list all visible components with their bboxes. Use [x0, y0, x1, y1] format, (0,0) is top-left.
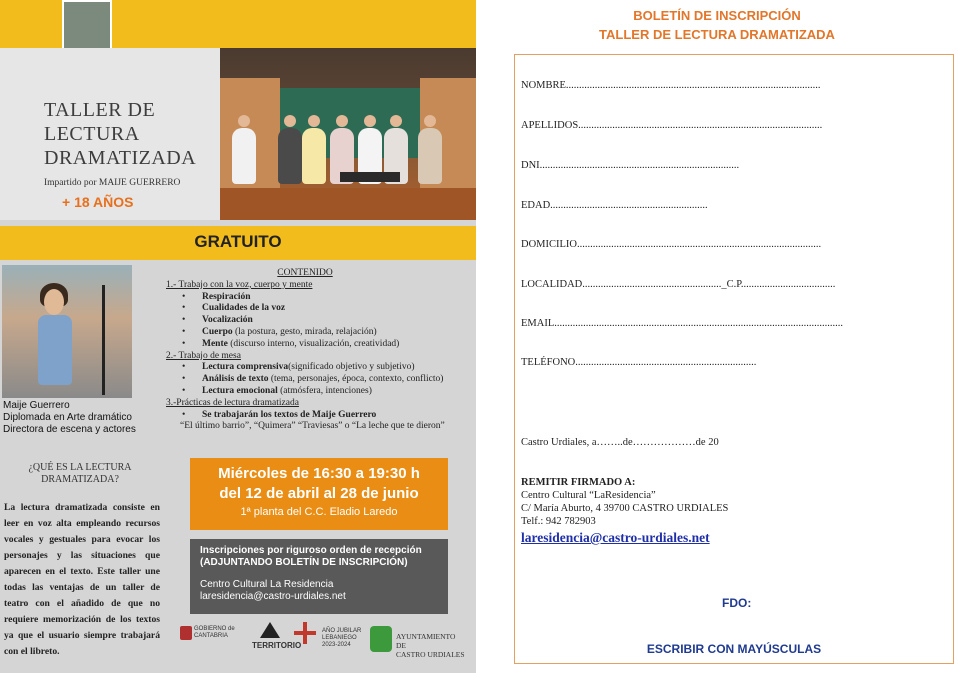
dress	[38, 315, 72, 385]
field-nombre[interactable]: NOMBRE.................................................................................................	[521, 80, 821, 91]
remit-line: C/ María Aburto, 4 39700 CASTRO URDIALES	[521, 503, 729, 514]
logo-gobierno: GOBIERNO de CANTABRIA	[194, 626, 235, 639]
remit-line: Telf.: 942 782903	[521, 516, 596, 527]
instructor-caption	[3, 400, 136, 436]
form-title	[476, 6, 958, 44]
registration-email[interactable]: laresidencia@castro-urdiales.net	[200, 591, 346, 602]
field-domicilio[interactable]: DOMICILIO.............................................................................................	[521, 239, 822, 250]
list-item	[182, 327, 470, 339]
item-bold: Cualidades de la voz	[202, 303, 286, 314]
item-rest: (la postura, gesto, mirada, relajación)	[232, 326, 377, 337]
item-bold: Lectura comprensiva	[202, 362, 289, 373]
logo-territorio: TERRITORIO	[252, 641, 302, 650]
remit-title: REMITIR FIRMADO A:	[521, 477, 636, 488]
item-bold: Mente	[202, 338, 228, 349]
flyer-title	[44, 98, 224, 170]
list-item	[182, 292, 470, 304]
section-title	[166, 398, 470, 410]
head	[308, 115, 320, 127]
section-title-text: 3.-Prácticas de lectura dramatizada	[166, 397, 299, 408]
cantabria-shield-icon	[180, 626, 192, 640]
list-item	[182, 303, 470, 315]
item-bold: Análisis de texto	[202, 374, 269, 385]
item-rest: (discurso interno, visualización, creatividad)	[227, 338, 400, 349]
field-edad[interactable]: EDAD............................................................	[521, 200, 708, 211]
field-localidad[interactable]: LOCALIDAD....................................................._C.P....................................	[521, 279, 836, 290]
schedule-box	[190, 458, 448, 530]
email-link[interactable]: laresidencia@castro-urdiales.net	[521, 530, 710, 545]
cross-icon	[294, 622, 316, 644]
territorio-triangle-icon	[260, 622, 280, 638]
list-item	[182, 315, 470, 327]
stage-table	[340, 172, 400, 182]
section-title	[166, 280, 470, 292]
section-title-text: 1.- Trabajo con la voz, cuerpo y mente	[166, 279, 313, 290]
head	[284, 115, 296, 127]
logo-ayuntamiento	[396, 632, 466, 659]
question-body: La lectura dramatizada consiste en leer en voz alta empleando recursos vocales y gestuales para evocar los personajes y las situaciones que aparecen en el texto. Este taller une todas las ventajas de un taller de teatro con el añadido de que no requiere memorización de los textos ya que el usuario siempre trabajará con el libreto.	[4, 502, 160, 657]
schedule-dates: del 12 de abril al 28 de junio	[219, 485, 419, 502]
item-bold: Vocalización	[202, 315, 253, 326]
content-list	[160, 268, 470, 433]
item-rest: (tema, personajes, época, contexto, conflicto)	[268, 374, 444, 385]
person-figure	[302, 128, 326, 184]
mic-stand	[102, 285, 105, 395]
schedule-days: Miércoles de 16:30 a 19:30 h	[218, 465, 420, 482]
section-title	[166, 351, 470, 363]
uppercase-note: ESCRIBIR CON MAYÚSCULAS	[646, 642, 822, 656]
form-title-line: TALLER DE LECTURA DRAMATIZADA	[599, 27, 835, 42]
person-figure	[418, 128, 442, 184]
person-figure	[232, 128, 256, 184]
registration-box	[190, 539, 448, 614]
content-header: CONTENIDO	[277, 268, 333, 278]
workshop-photo	[220, 48, 476, 220]
remit-line: Centro Cultural “LaResidencia”	[521, 490, 656, 501]
age-badge: + 18 AÑOS	[62, 194, 134, 210]
field-apellidos[interactable]: APELLIDOS.............................................................................................	[521, 120, 823, 131]
field-telefono[interactable]: TELÉFONO.....................................................................	[521, 357, 757, 368]
remit-block	[521, 476, 728, 528]
item-bold: Respiración	[202, 291, 251, 302]
registration-center: Centro Cultural La Residencia	[200, 579, 334, 590]
list-item	[182, 410, 470, 422]
head	[364, 115, 376, 127]
logo-ayuntamiento-line: AYUNTAMIENTO DE	[396, 632, 456, 650]
question-title: ¿QUÉ ES LA LECTURA DRAMATIZADA?	[28, 462, 132, 485]
texts-quote: “El último barrio”, “Quimera” “Traviesas” o “La leche que te dieron”	[180, 421, 445, 432]
schedule-place: 1ª planta del C.C. Eladio Laredo	[240, 506, 398, 518]
item-rest: (atmósfera, intenciones)	[277, 385, 372, 396]
caption-line: Directora de escena y actores	[3, 424, 136, 435]
list-item	[182, 386, 470, 398]
date-line[interactable]: Castro Urdiales, a……..de………………de 20	[521, 437, 719, 448]
castro-shield-icon	[370, 626, 392, 652]
title-line: LECTURA	[44, 123, 140, 145]
item-rest: (significado objetivo y subjetivo)	[288, 362, 415, 373]
stage-floor	[220, 188, 476, 220]
caption-line: Diplomada en Arte dramático	[3, 412, 132, 423]
registration-note: (ADJUNTANDO BOLETÍN DE INSCRIPCIÓN)	[200, 557, 408, 568]
field-dni[interactable]: DNI............................................................................	[521, 160, 740, 171]
instructor-photo	[2, 265, 132, 398]
field-email[interactable]: EMAIL..............................................................................................................	[521, 318, 843, 329]
head	[390, 115, 402, 127]
sponsor-logos	[176, 620, 466, 666]
flyer	[0, 0, 476, 673]
head	[424, 115, 436, 127]
list-item	[182, 339, 470, 351]
title-line: DRAMATIZADA	[44, 147, 197, 169]
item-bold: Lectura emocional	[202, 385, 278, 396]
list-item	[182, 374, 470, 386]
taught-by: Impartido por MAIJE GUERRERO	[44, 178, 181, 188]
head	[336, 115, 348, 127]
caption-line: Maije Guerrero	[3, 400, 70, 411]
person-figure	[278, 128, 302, 184]
face	[44, 289, 64, 315]
registration-line: Inscripciones por riguroso orden de recepción	[200, 545, 422, 556]
logo-ayuntamiento-line: CASTRO URDIALES	[396, 650, 465, 659]
list-item	[182, 362, 470, 374]
title-line: TALLER DE	[44, 99, 156, 121]
form-title-line: BOLETÍN DE INSCRIPCIÓN	[633, 8, 801, 23]
head	[238, 115, 250, 127]
free-label: GRATUITO	[194, 232, 282, 251]
item-bold: Se trabajarán los textos de Maije Guerrero	[202, 409, 377, 420]
logo-jubilar: AÑO JUBILAR LEBANIEGO 2023-2024	[322, 628, 362, 648]
section-title-text: 2.- Trabajo de mesa	[166, 350, 241, 361]
item-bold: Cuerpo	[202, 326, 233, 337]
signature-label: FDO:	[722, 596, 752, 610]
